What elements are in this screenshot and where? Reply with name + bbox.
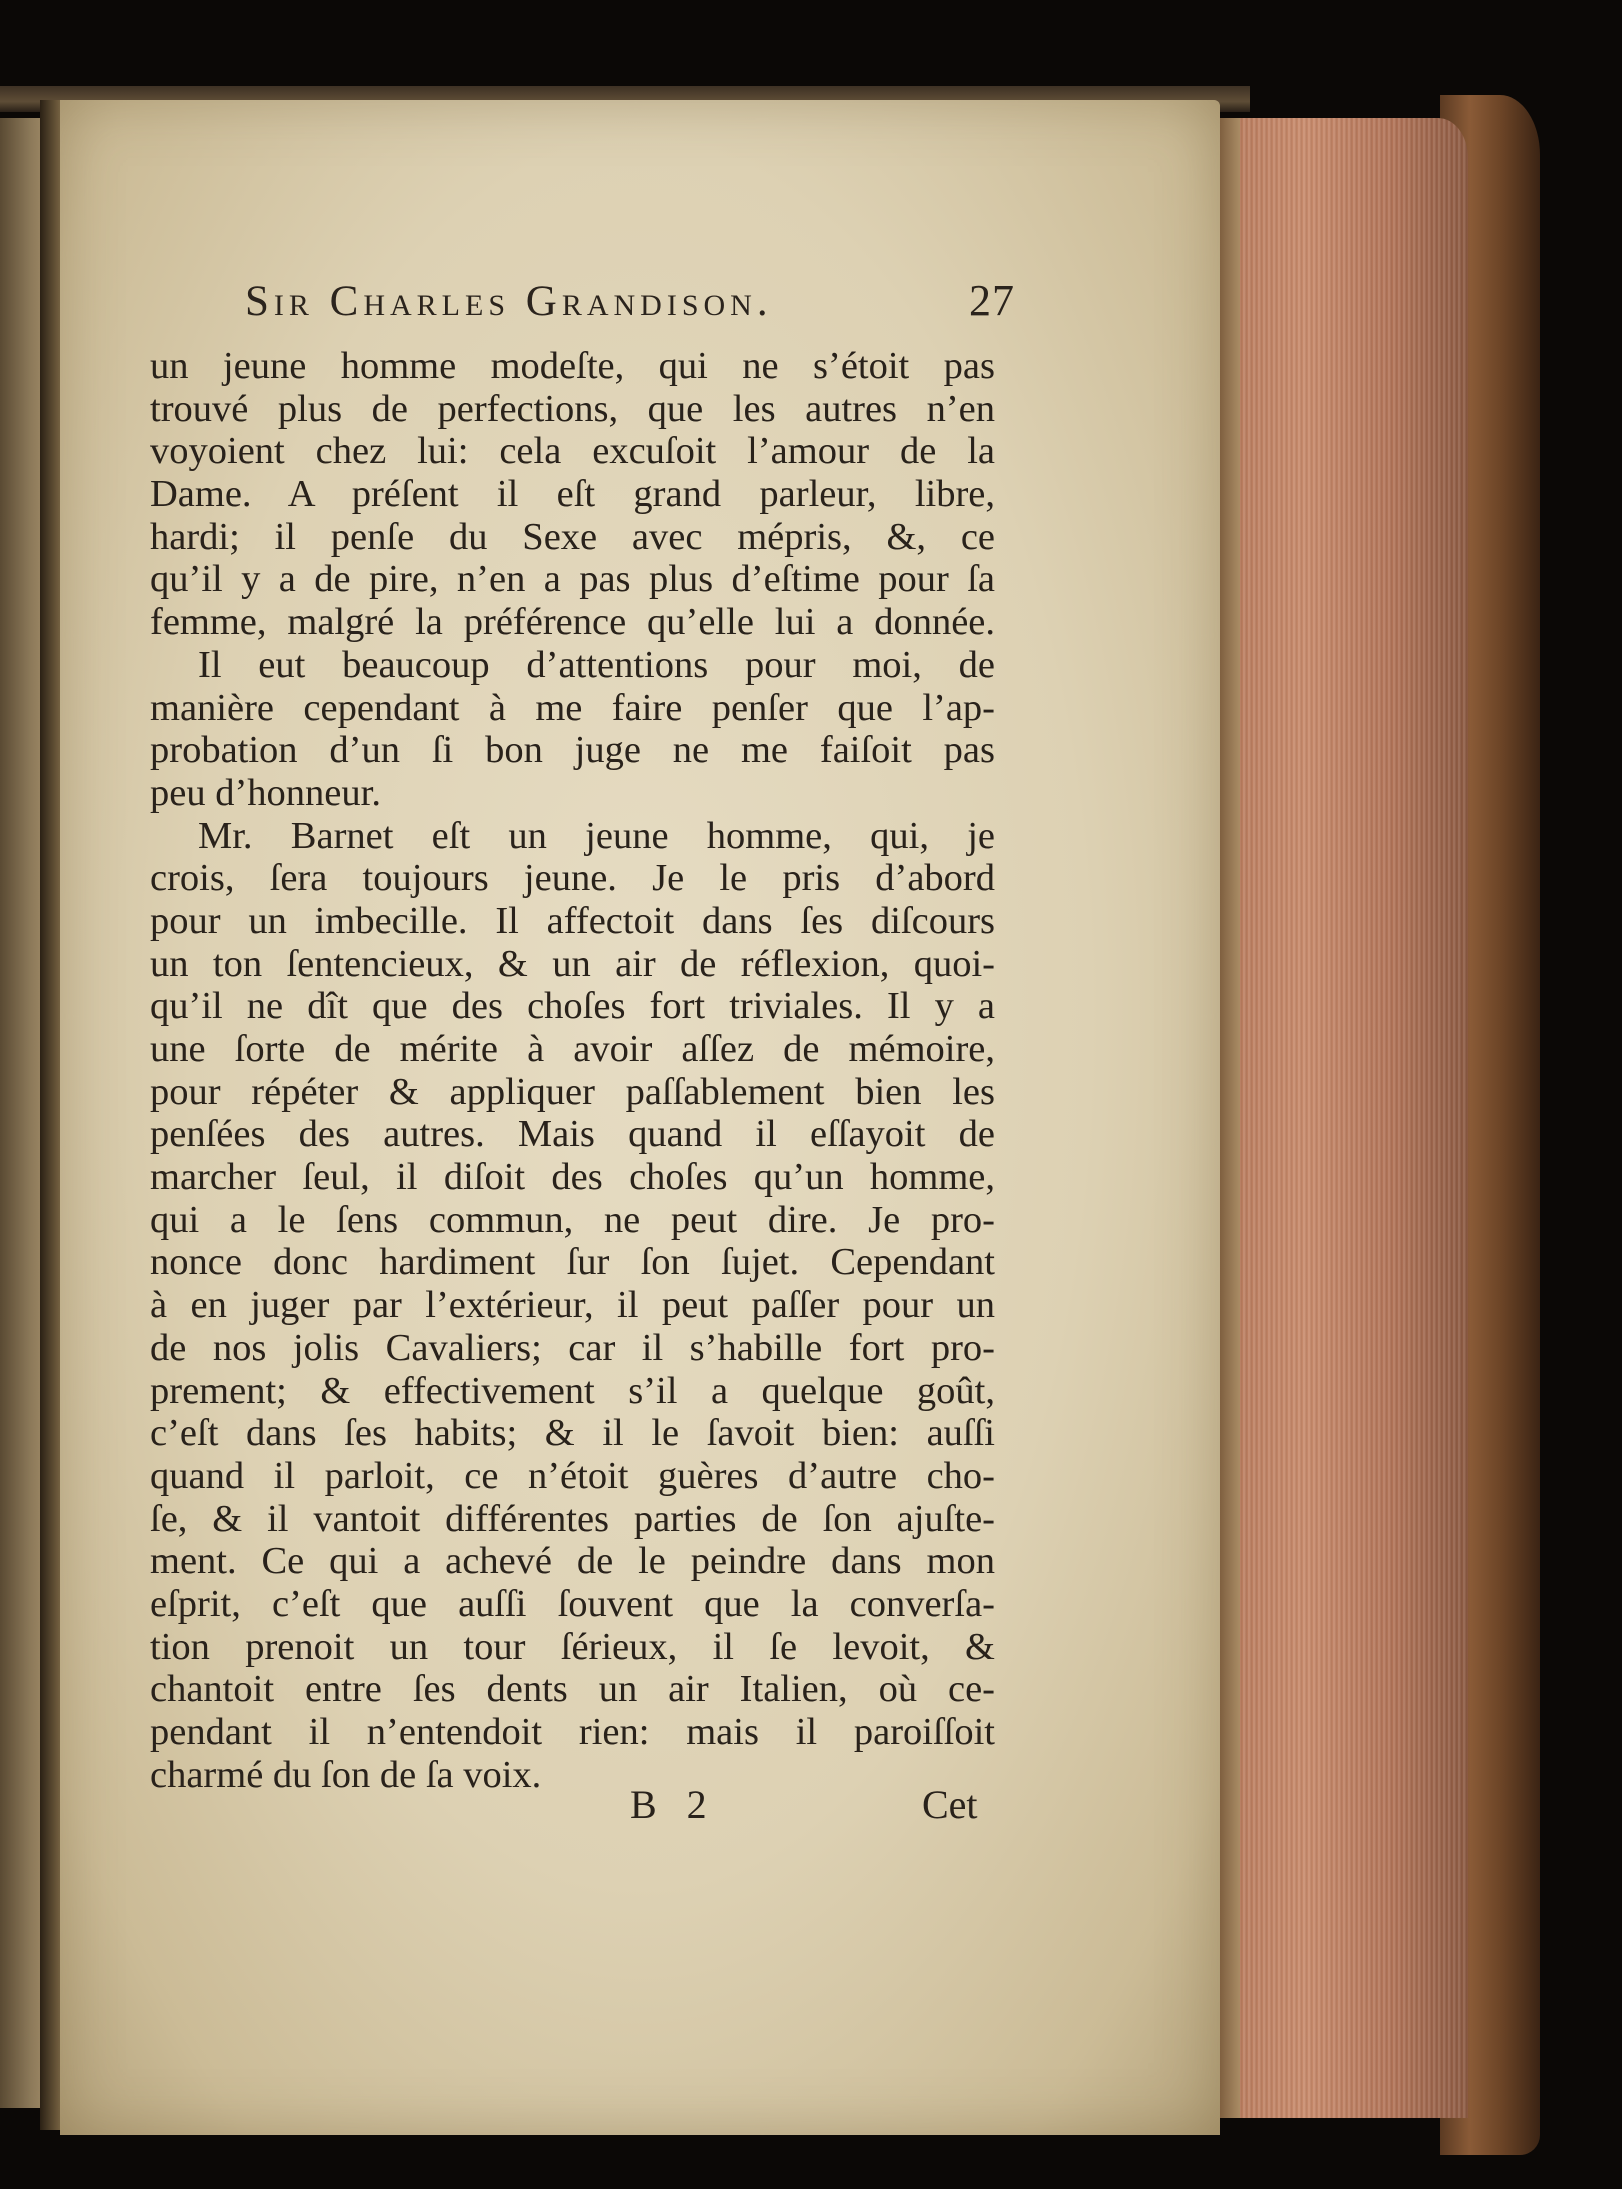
text-line: une ſorte de mérite à avoir aſſez de mémoire, [150,1028,995,1070]
text-line: Dame. A préſent il eſt grand parleur, libre, [150,473,995,516]
text-line: de nos jolis Cavaliers; car il s’habille fort pro- [150,1326,995,1369]
text-line: peu d’honneur. [150,771,381,814]
text-line: pour un imbecille. Il affectoit dans ſes diſcours [150,899,995,942]
text-line: chantoit entre ſes dents un air Italien, où ce- [150,1668,995,1711]
text-line: à en juger par l’extérieur, il peut paſſer pour un [150,1284,995,1327]
text-line: pendant il n’entendoit rien: mais il paroiſſoit [150,1711,995,1753]
text-line: Mr. Barnet eſt un jeune homme, qui, je [198,814,995,857]
catchword: Cet [922,1782,978,1827]
text-line: qu’il ne dît que des choſes fort triviales. Il y a [150,985,995,1028]
text-line: hardi; il penſe du Sexe avec mépris, &, ce [150,515,995,558]
text-line: c’eſt dans ſes habits; & il le ſavoit bien: auſſi [150,1412,995,1455]
signature-mark: B 2 [630,1782,717,1827]
text-line: qu’il y a de pire, n’en a pas plus d’eſtime pour ſa [150,558,995,601]
text-line: penſées des autres. Mais quand il eſſayoit de [150,1113,995,1156]
running-head [245,275,1015,326]
text-line: un jeune homme modeſte, qui ne s’étoit pas [150,345,995,387]
text-line: tion prenoit un tour ſérieux, il ſe levoit, & [150,1625,995,1668]
text-line: qui a le ſens commun, ne peut dire. Je pro- [150,1198,995,1241]
running-head-title: Sir Charles Grandison. [245,278,773,325]
text-line: voyoient chez lui: cela excuſoit l’amour de la [150,430,995,473]
body-text [150,345,995,1796]
text-line: prement; & effectivement s’il a quelque goût, [150,1369,995,1412]
text-line: ſe, & il vantoit différentes parties de ſon ajuſte- [150,1497,995,1540]
text-line: un ton ſentencieux, & un air de réflexion, quoi- [150,942,995,985]
text-line: charmé du ſon de ſa voix. [150,1753,542,1796]
text-line: crois, ſera toujours jeune. Je le pris d’abord [150,857,995,900]
page-fore-edge-shadow [1218,118,1240,2118]
page-number: 27 [969,276,1015,325]
text-line: probation d’un ſi bon juge ne me faiſoit pas [150,729,995,772]
text-line: manière cependant à me faire penſer que l’ap- [150,686,995,729]
text-line: pour répéter & appliquer paſſablement bien les [150,1070,995,1113]
text-line: marcher ſeul, il diſoit des choſes qu’un homme, [150,1156,995,1199]
text-line: quand il parloit, ce n’étoit guères d’autre cho- [150,1454,995,1497]
text-line: Il eut beaucoup d’attentions pour moi, de [198,643,995,686]
text-line: ment. Ce qui a achevé de le peindre dans mon [150,1540,995,1583]
text-line: trouvé plus de perfections, que les autres n’en [150,387,995,430]
text-line: nonce donc hardiment ſur ſon ſujet. Cependant [150,1241,995,1284]
page-fore-edge [1218,118,1468,2118]
text-line: femme, malgré la préférence qu’elle lui a donnée. [150,601,995,644]
text-line: eſprit, c’eſt que auſſi ſouvent que la converſa- [150,1582,995,1625]
